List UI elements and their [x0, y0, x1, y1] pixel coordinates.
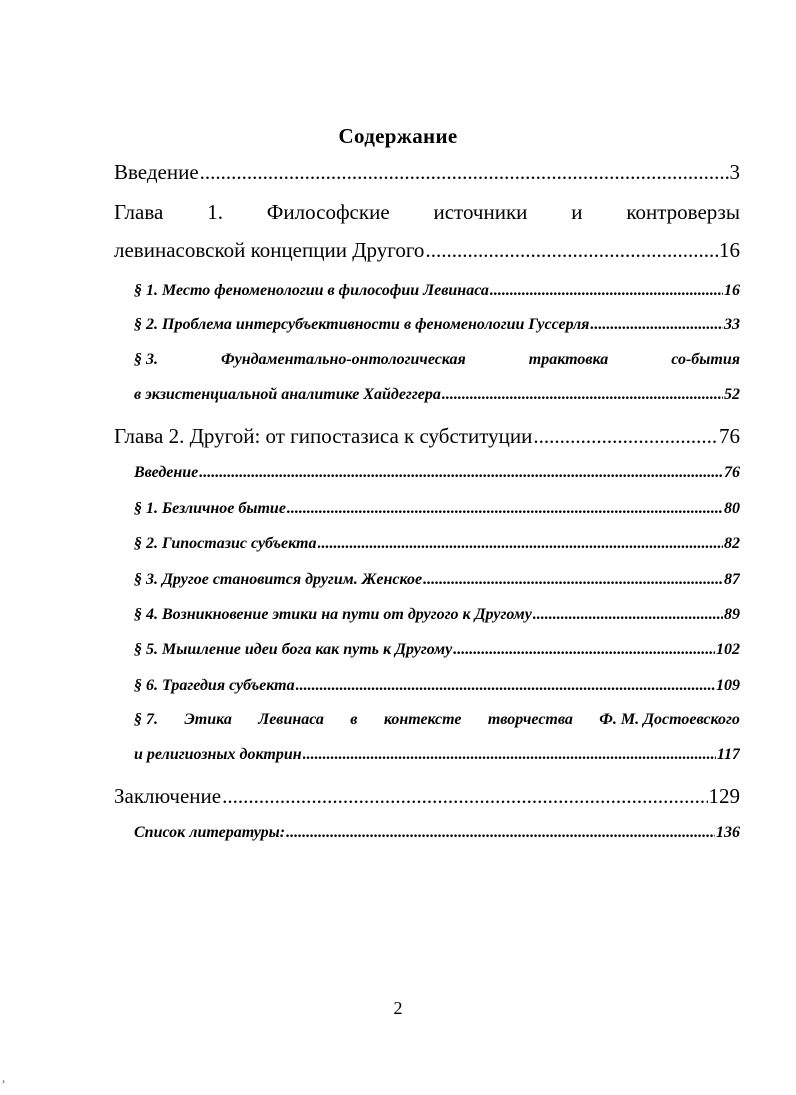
toc-entry-label: Список литературы: — [134, 824, 286, 841]
toc-entry-label: Введение — [134, 464, 199, 481]
toc-entry-label: § 6. Трагедия субъекта — [134, 677, 295, 694]
toc-entry-ch2-section7[interactable] — [134, 746, 740, 764]
toc-entry-ch2-section2[interactable] — [134, 535, 740, 553]
toc-entry-ch1-section2[interactable] — [134, 316, 740, 334]
dot-leader — [286, 824, 715, 842]
toc-entry-ch2-intro[interactable] — [134, 464, 740, 482]
toc-entry-label: § 1. Безличное бытие — [134, 500, 286, 517]
dot-leader — [200, 160, 729, 185]
dot-leader — [222, 784, 707, 809]
toc-entry-conclusion[interactable] — [114, 784, 740, 809]
dot-leader — [590, 316, 723, 334]
dot-leader — [490, 282, 723, 300]
toc-entry-label: Введение — [114, 160, 199, 184]
toc-word: Левинаса — [258, 711, 324, 728]
toc-entry-label: Заключение — [114, 784, 222, 808]
toc-word: Фундаментально-онтологическая — [221, 351, 466, 368]
toc-entry-page: 52 — [724, 386, 740, 403]
toc-word: творчества — [487, 711, 573, 728]
toc-entry-label: в экзистенциальной аналитике Хайдеггера — [134, 386, 441, 403]
toc-word: и — [571, 200, 583, 224]
toc-entry-label: § 1. Место феноменологии в философии Левинаса — [134, 282, 489, 299]
toc-entry-label: § 2. Гипостазис субъекта — [134, 535, 317, 552]
toc-word: 1. — [207, 200, 223, 224]
toc-entry-ch2-section6[interactable] — [134, 677, 740, 695]
dot-leader — [318, 535, 724, 553]
toc-word: контроверзы — [626, 200, 740, 224]
toc-entry-page: 136 — [716, 824, 740, 841]
page-title: Содержание — [338, 124, 458, 148]
toc-entry-page: 82 — [724, 535, 740, 552]
dot-leader — [296, 677, 715, 695]
dot-leader — [199, 464, 723, 482]
toc-chapter1-heading[interactable] — [114, 200, 740, 225]
toc-entry-ch1-section3[interactable] — [134, 386, 740, 404]
toc-word: Глава — [114, 200, 164, 224]
toc-entry-page: 129 — [708, 784, 740, 808]
toc-entry-label: и религиозных доктрин — [134, 746, 302, 763]
toc-entry-page: 109 — [716, 677, 740, 694]
page-number: 2 — [393, 998, 403, 1018]
toc-entry-page: 3 — [729, 160, 740, 184]
toc-entry-page: 117 — [716, 746, 740, 763]
toc-entry-intro[interactable] — [114, 160, 740, 185]
toc-entry-ch1-section1[interactable] — [134, 282, 740, 300]
toc-word: Ф. М. Достоевского — [599, 711, 740, 728]
scan-edge-mark: › — [2, 1076, 5, 1086]
toc-word: § 3. — [134, 351, 158, 368]
toc-entry-page: 102 — [716, 641, 740, 658]
toc-word: контексте — [383, 711, 462, 728]
toc-word: со-бытия — [671, 351, 740, 368]
dot-leader — [533, 424, 718, 449]
toc-entry-page: 87 — [724, 571, 740, 588]
toc-ch2-section7-heading[interactable] — [134, 711, 740, 729]
toc-entry-chapter2[interactable] — [114, 424, 740, 449]
dot-leader — [425, 238, 718, 263]
toc-word: Философские — [266, 200, 390, 224]
toc-entry-label: § 4. Возникновение этики на пути от другого к Другому — [134, 606, 532, 623]
toc-entry-label: левинасовской концепции Другого — [114, 238, 425, 262]
toc-entry-ch2-section5[interactable] — [134, 641, 740, 659]
toc-entry-ch2-section4[interactable] — [134, 606, 740, 624]
toc-entry-label: § 5. Мышление идеи бога как путь к Другому — [134, 641, 453, 658]
toc-word: источники — [433, 200, 528, 224]
dot-leader — [453, 641, 715, 659]
toc-entry-page: 16 — [724, 282, 740, 299]
dot-leader — [287, 500, 723, 518]
toc-entry-label: Глава 2. Другой: от гипостазиса к субституции — [114, 424, 533, 448]
toc-word: Этика — [184, 711, 232, 728]
dot-leader — [533, 606, 723, 624]
toc-ch1-section3-heading[interactable] — [134, 351, 740, 369]
toc-entry-label: § 3. Другое становится другим. Женское — [134, 571, 423, 588]
toc-entry-bibliography[interactable] — [134, 824, 740, 842]
dot-leader — [303, 746, 716, 764]
toc-entry-page: 33 — [724, 316, 740, 333]
toc-word: трактовка — [528, 351, 609, 368]
dot-leader — [423, 571, 723, 589]
toc-entry-page: 16 — [719, 238, 740, 262]
toc-word: § 7. — [134, 711, 158, 728]
toc-entry-label: § 2. Проблема интерсубъективности в феноменологии Гуссерля — [134, 316, 590, 333]
toc-entry-chapter1[interactable] — [114, 238, 740, 263]
toc-word: в — [350, 711, 358, 728]
toc-entry-ch2-section1[interactable] — [134, 500, 740, 518]
toc-entry-ch2-section3[interactable] — [134, 571, 740, 589]
toc-entry-page: 80 — [724, 500, 740, 517]
toc-entry-page: 89 — [724, 606, 740, 623]
toc-entry-page: 76 — [719, 424, 740, 448]
dot-leader — [442, 386, 723, 404]
toc-entry-page: 76 — [724, 464, 740, 481]
